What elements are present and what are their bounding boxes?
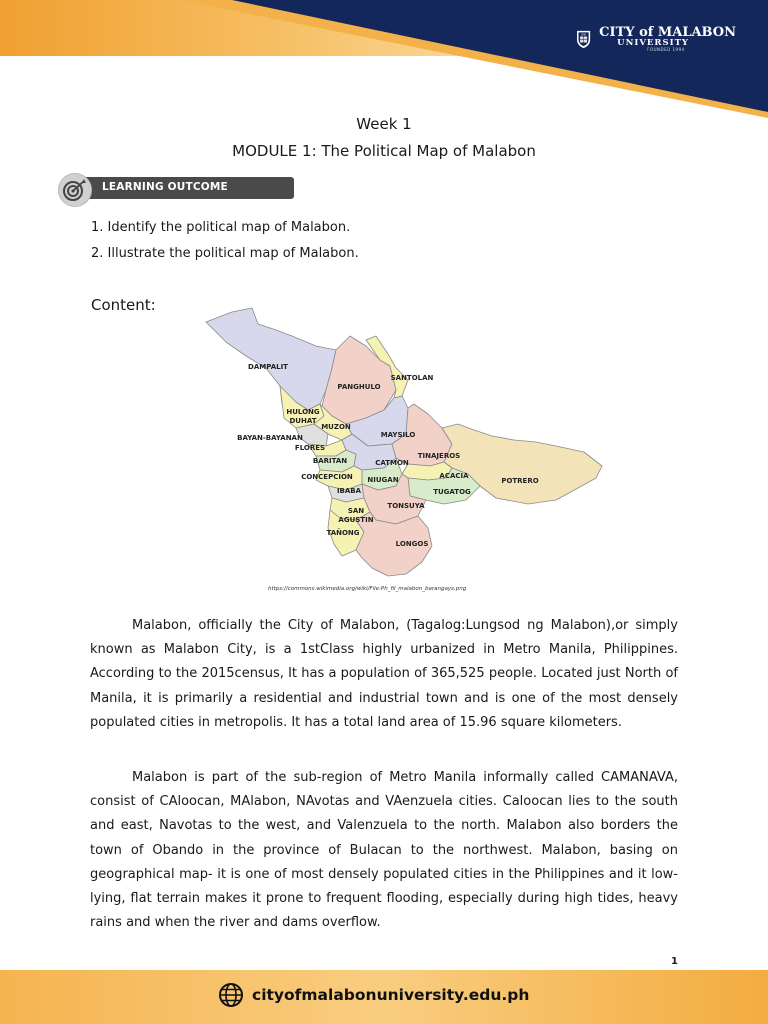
page-number: 1 xyxy=(671,956,678,967)
target-icon xyxy=(58,173,92,207)
label-acacia: ACACIA xyxy=(439,472,469,480)
label-tonsuya: TONSUYA xyxy=(387,502,425,510)
module-title: MODULE 1: The Political Map of Malabon xyxy=(232,142,536,160)
malabon-barangay-map xyxy=(196,306,608,578)
logo-tagline: FOUNDED 1994 xyxy=(647,47,685,53)
learning-outcome-label: LEARNING OUTCOME xyxy=(102,181,228,193)
logo-subtitle: UNIVERSITY xyxy=(617,38,689,49)
label-panghulo: PANGHULO xyxy=(337,383,381,391)
footer-url-text[interactable]: cityofmalabonuniversity.edu.ph xyxy=(252,986,530,1004)
label-bayan-bayanan: BAYAN-BAYANAN xyxy=(237,434,303,442)
label-baritan: BARITAN xyxy=(312,457,348,465)
university-logo xyxy=(576,18,736,60)
label-muzon: MUZON xyxy=(321,423,351,431)
label-santolan: SANTOLAN xyxy=(390,374,434,382)
week-title: Week 1 xyxy=(356,115,412,133)
content-heading: Content: xyxy=(91,296,156,314)
paragraph-1: Malabon, officially the City of Malabon, (Tagalog:Lungsod ng Malabon),or simply known as Malabon City, is a 1stClass highly urbanized in Metro Manila, Philippines. According to the 2015census, It has a population of 365,525 people. Located just North of Manila, it is primarily a residential and industrial town and is one of the most densely populated cities in metropolis. It has a total land area of 15.96 square kilometers. xyxy=(90,618,678,730)
logo-title: CITY of MALABON xyxy=(599,24,736,40)
learning-outcome-badge xyxy=(58,173,238,207)
map-source-link[interactable]: https://commons.wikimedia.org/wiki/File:Ph_fil_malabon_barangays.png xyxy=(268,586,467,592)
label-ibaba: IBABA xyxy=(336,487,362,495)
label-san-agustin: SAN AGUSTIN xyxy=(338,507,374,524)
label-flores: FLORES xyxy=(294,444,326,452)
label-concepcion: CONCEPCION xyxy=(301,473,353,481)
outcome-item-1: 1. Identify the political map of Malabon. xyxy=(91,220,351,235)
label-tanong: TAÑONG xyxy=(326,529,360,537)
footer-website[interactable] xyxy=(218,981,529,1009)
label-potrero: POTRERO xyxy=(501,477,539,485)
label-hulong: HULONG DUHAT xyxy=(286,408,320,425)
label-niugan: NIUGAN xyxy=(367,476,399,484)
label-maysilo: MAYSILO xyxy=(380,431,416,439)
learning-outcome-bar xyxy=(72,177,294,199)
university-seal-icon xyxy=(576,20,591,58)
region-dampalit xyxy=(206,308,336,410)
label-catmon: CATMON xyxy=(375,459,409,467)
outcome-item-2: 2. Illustrate the political map of Malabon. xyxy=(91,246,359,261)
label-tinajeros: TINAJEROS xyxy=(417,452,461,460)
label-dampalit: DAMPALIT xyxy=(248,363,288,371)
svg-text:CMU: CMU xyxy=(580,33,587,37)
globe-icon xyxy=(218,982,244,1008)
paragraph-2: Malabon is part of the sub-region of Metro Manila informally called CAMANAVA, consist of CAloocan, MAlabon, NAvotas and VAenzuela cities. Caloocan lies to the south and east, Navotas to the west, and Valenzuela to the north. Malabon also borders the town of Obando in the province of Bulacan to the northwest. Malabon, basing on geographical map- it is one of most densely populated cities in the Philippines and it low-lying, flat terrain makes it prone to frequent flooding, especially during high tides, heavy rains and when the river and dams overflow. xyxy=(90,770,678,931)
label-tugatog: TUGATOG xyxy=(433,488,471,496)
label-longos: LONGOS xyxy=(395,540,429,548)
